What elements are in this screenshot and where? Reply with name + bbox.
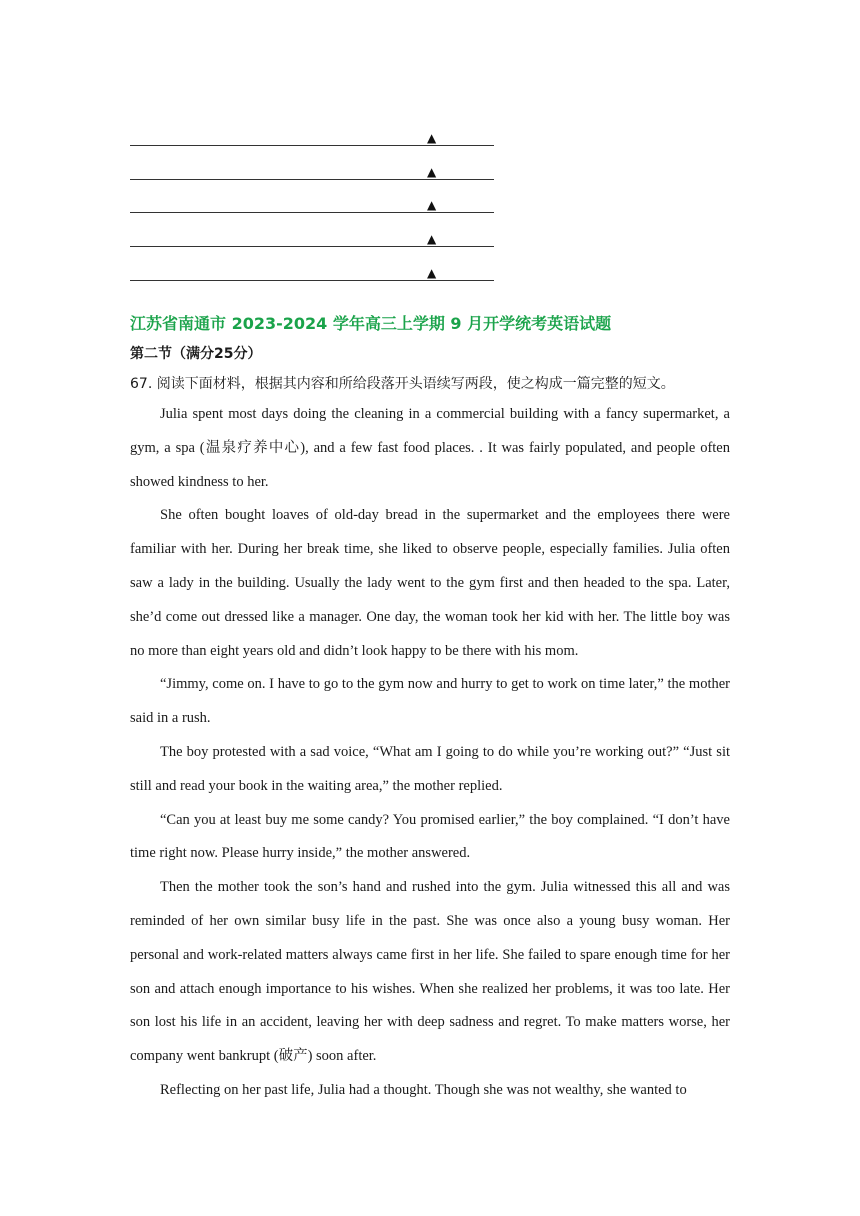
document-body xyxy=(130,312,730,1108)
passage-paragraph: Then the mother took the son’s hand and rushed into the gym. Julia witnessed this all and was reminded of her own similar busy life in the past. She was once also a young busy woman. Her personal and work-related matters always came first in her life. She failed to spare enough time for her son and attach enough importance to his wishes. When she realized her problems, it was too late. Her son lost his life in an accident, leaving her with deep sadness and regret. To make matters worse, her company went bankrupt (破产) soon after. xyxy=(130,879,730,1065)
exam-title: 江苏省南通市 2023-2024 学年高三上学期 9 月开学统考英语试题 xyxy=(130,314,612,333)
question-prompt: 67. 阅读下面材料，根据其内容和所给段落开头语续写两段，使之构成一篇完整的短文。 xyxy=(130,376,675,392)
passage-paragraph: “Jimmy, come on. I have to go to the gym now and hurry to get to work on time later,” the mother said in a rush. xyxy=(130,676,730,727)
answer-line[interactable] xyxy=(130,247,494,281)
answer-line[interactable] xyxy=(130,180,494,214)
answer-line[interactable] xyxy=(130,112,494,146)
section-heading: 第二节（满分25分） xyxy=(130,346,262,362)
triangle-marker-icon: ▲ xyxy=(427,265,437,280)
passage-paragraph: Julia spent most days doing the cleaning in a commercial building with a fancy supermarket, a gym, a spa (温泉疗养中心), and a few fast food places. . It was fairly populated, and people often showed kindness to her. xyxy=(130,406,730,490)
answer-line[interactable] xyxy=(130,213,494,247)
triangle-marker-icon: ▲ xyxy=(427,198,437,213)
passage-paragraph: “Can you at least buy me some candy? You promised earlier,” the boy complained. “I don’t have time right now. Please hurry inside,” the mother answered. xyxy=(130,811,730,862)
passage-paragraph: The boy protested with a sad voice, “What am I going to do while you’re working out?” “Just sit still and read your book in the waiting area,” the mother replied. xyxy=(130,743,730,794)
passage-paragraph: She often bought loaves of old-day bread in the supermarket and the employees there were familiar with her. During her break time, she liked to observe people, especially families. Julia often saw a lady in the building. Usually the lady went to the gym first and then headed to the spa. Later, she’d come out dressed like a manager. One day, the woman took her kid with her. The little boy was no more than eight years old and didn’t look happy to be there with his mom. xyxy=(130,507,730,659)
triangle-marker-icon: ▲ xyxy=(427,130,437,145)
passage xyxy=(130,398,730,1108)
passage-paragraph: Reflecting on her past life, Julia had a thought. Though she was not wealthy, she wanted to xyxy=(160,1081,687,1098)
answer-line[interactable] xyxy=(130,146,494,180)
triangle-marker-icon: ▲ xyxy=(427,164,437,179)
triangle-marker-icon: ▲ xyxy=(427,232,437,247)
answer-lines xyxy=(130,112,494,281)
